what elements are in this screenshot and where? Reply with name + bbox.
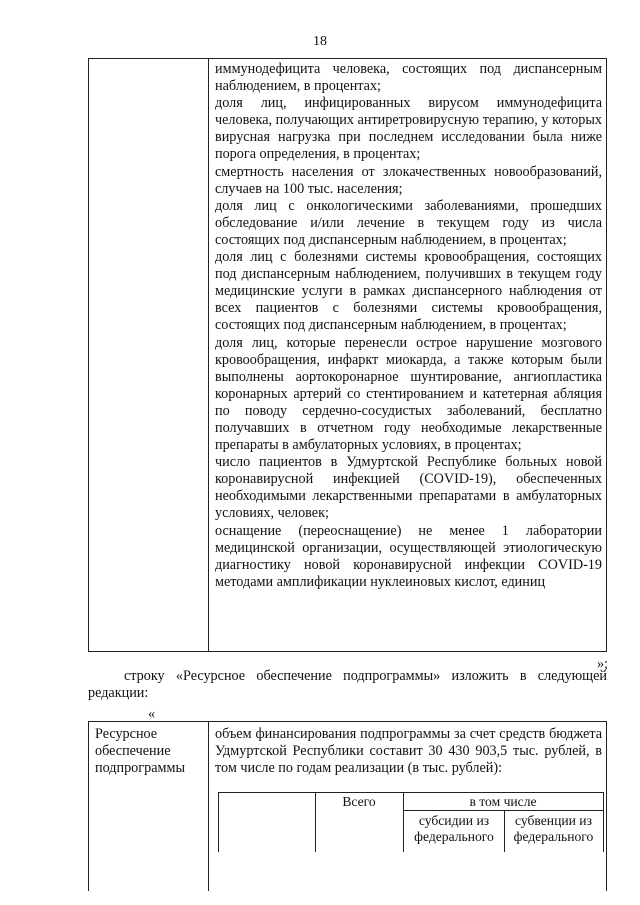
indicator-item: доля лиц, инфицированных вирусом иммунодефицита человека, получающих антиретровирусную терапию, у которых вирусная нагрузка при последнем исследовании была ниже порога определения, в процентах; <box>215 95 602 163</box>
column-divider <box>208 722 209 891</box>
indicators-cell <box>215 61 602 591</box>
indicators-table-continuation <box>88 58 607 652</box>
resource-text: объем финансирования подпрограммы за счет средств бюджета Удмуртской Республики составит 30 430 903,5 тыс. рублей, в том числе по годам реализации (в тыс. рублей): <box>215 726 602 777</box>
amendment-instruction: строку «Ресурсное обеспечение подпрограммы» изложить в следующей редакции: <box>88 668 607 702</box>
indicator-item: доля лиц с болезнями системы кровообращения, состоящих под диспансерным наблюдением, получивших в текущем году медицинские услуги в рамках диспансерного наблюдения от всех пациентов с болезнями системы кровообращения, состоящих под диспансерным наблюдением, в процентах; <box>215 249 602 334</box>
header-total: Всего <box>342 794 376 809</box>
closing-quote: »; <box>596 656 608 672</box>
page-number: 18 <box>313 34 327 49</box>
indicator-item: доля лиц, которые перенесли острое нарушение мозгового кровообращения, инфаркт миокарда, а также которым были выполнены аортокоронарное шунтирование, ангиопластика коронарных артерий со стентированием и катетерная абляция по поводу сердечно-сосудистых заболеваний, бесплатно получавших в отчетном году необходимые лекарственные препараты в амбулаторных условиях, в процентах; <box>215 334 602 454</box>
opening-quote: « <box>148 706 156 722</box>
header-federal-subventions: субвенции из федерального <box>513 813 594 844</box>
subtable-header-rule <box>403 810 603 811</box>
header-federal-subsidies: субсидии из федерального <box>414 813 494 844</box>
subtable-divider <box>504 810 505 852</box>
indicator-item: смертность населения от злокачественных новообразований, случаев на 100 тыс. населения; <box>215 163 602 197</box>
indicator-item: число пациентов в Удмуртской Республике больных новой коронавирусной инфекцией (COVID-19), обеспеченных необходимыми лекарственными препаратами в амбулаторных условиях, человек; <box>215 454 602 522</box>
resource-label: Ресурсное обеспечение подпрограммы <box>95 726 185 777</box>
funding-subtable <box>218 792 604 852</box>
indicator-item: доля лиц с онкологическими заболеваниями, прошедших обследование и/или лечение в текущем году из числа состоящих под диспансерным наблюдением, в процентах; <box>215 197 602 248</box>
column-divider <box>208 59 209 651</box>
indicator-item: оснащение (переоснащение) не менее 1 лаборатории медицинской организации, осуществляющей этиологическую диагностику новой коронавирусной инфекции COVID-19 методами амплификации нуклеиновых кислот, единиц <box>215 522 602 590</box>
header-including: в том числе <box>469 794 537 809</box>
indicator-item: иммунодефицита человека, состоящих под диспансерным наблюдением, в процентах; <box>215 61 602 95</box>
